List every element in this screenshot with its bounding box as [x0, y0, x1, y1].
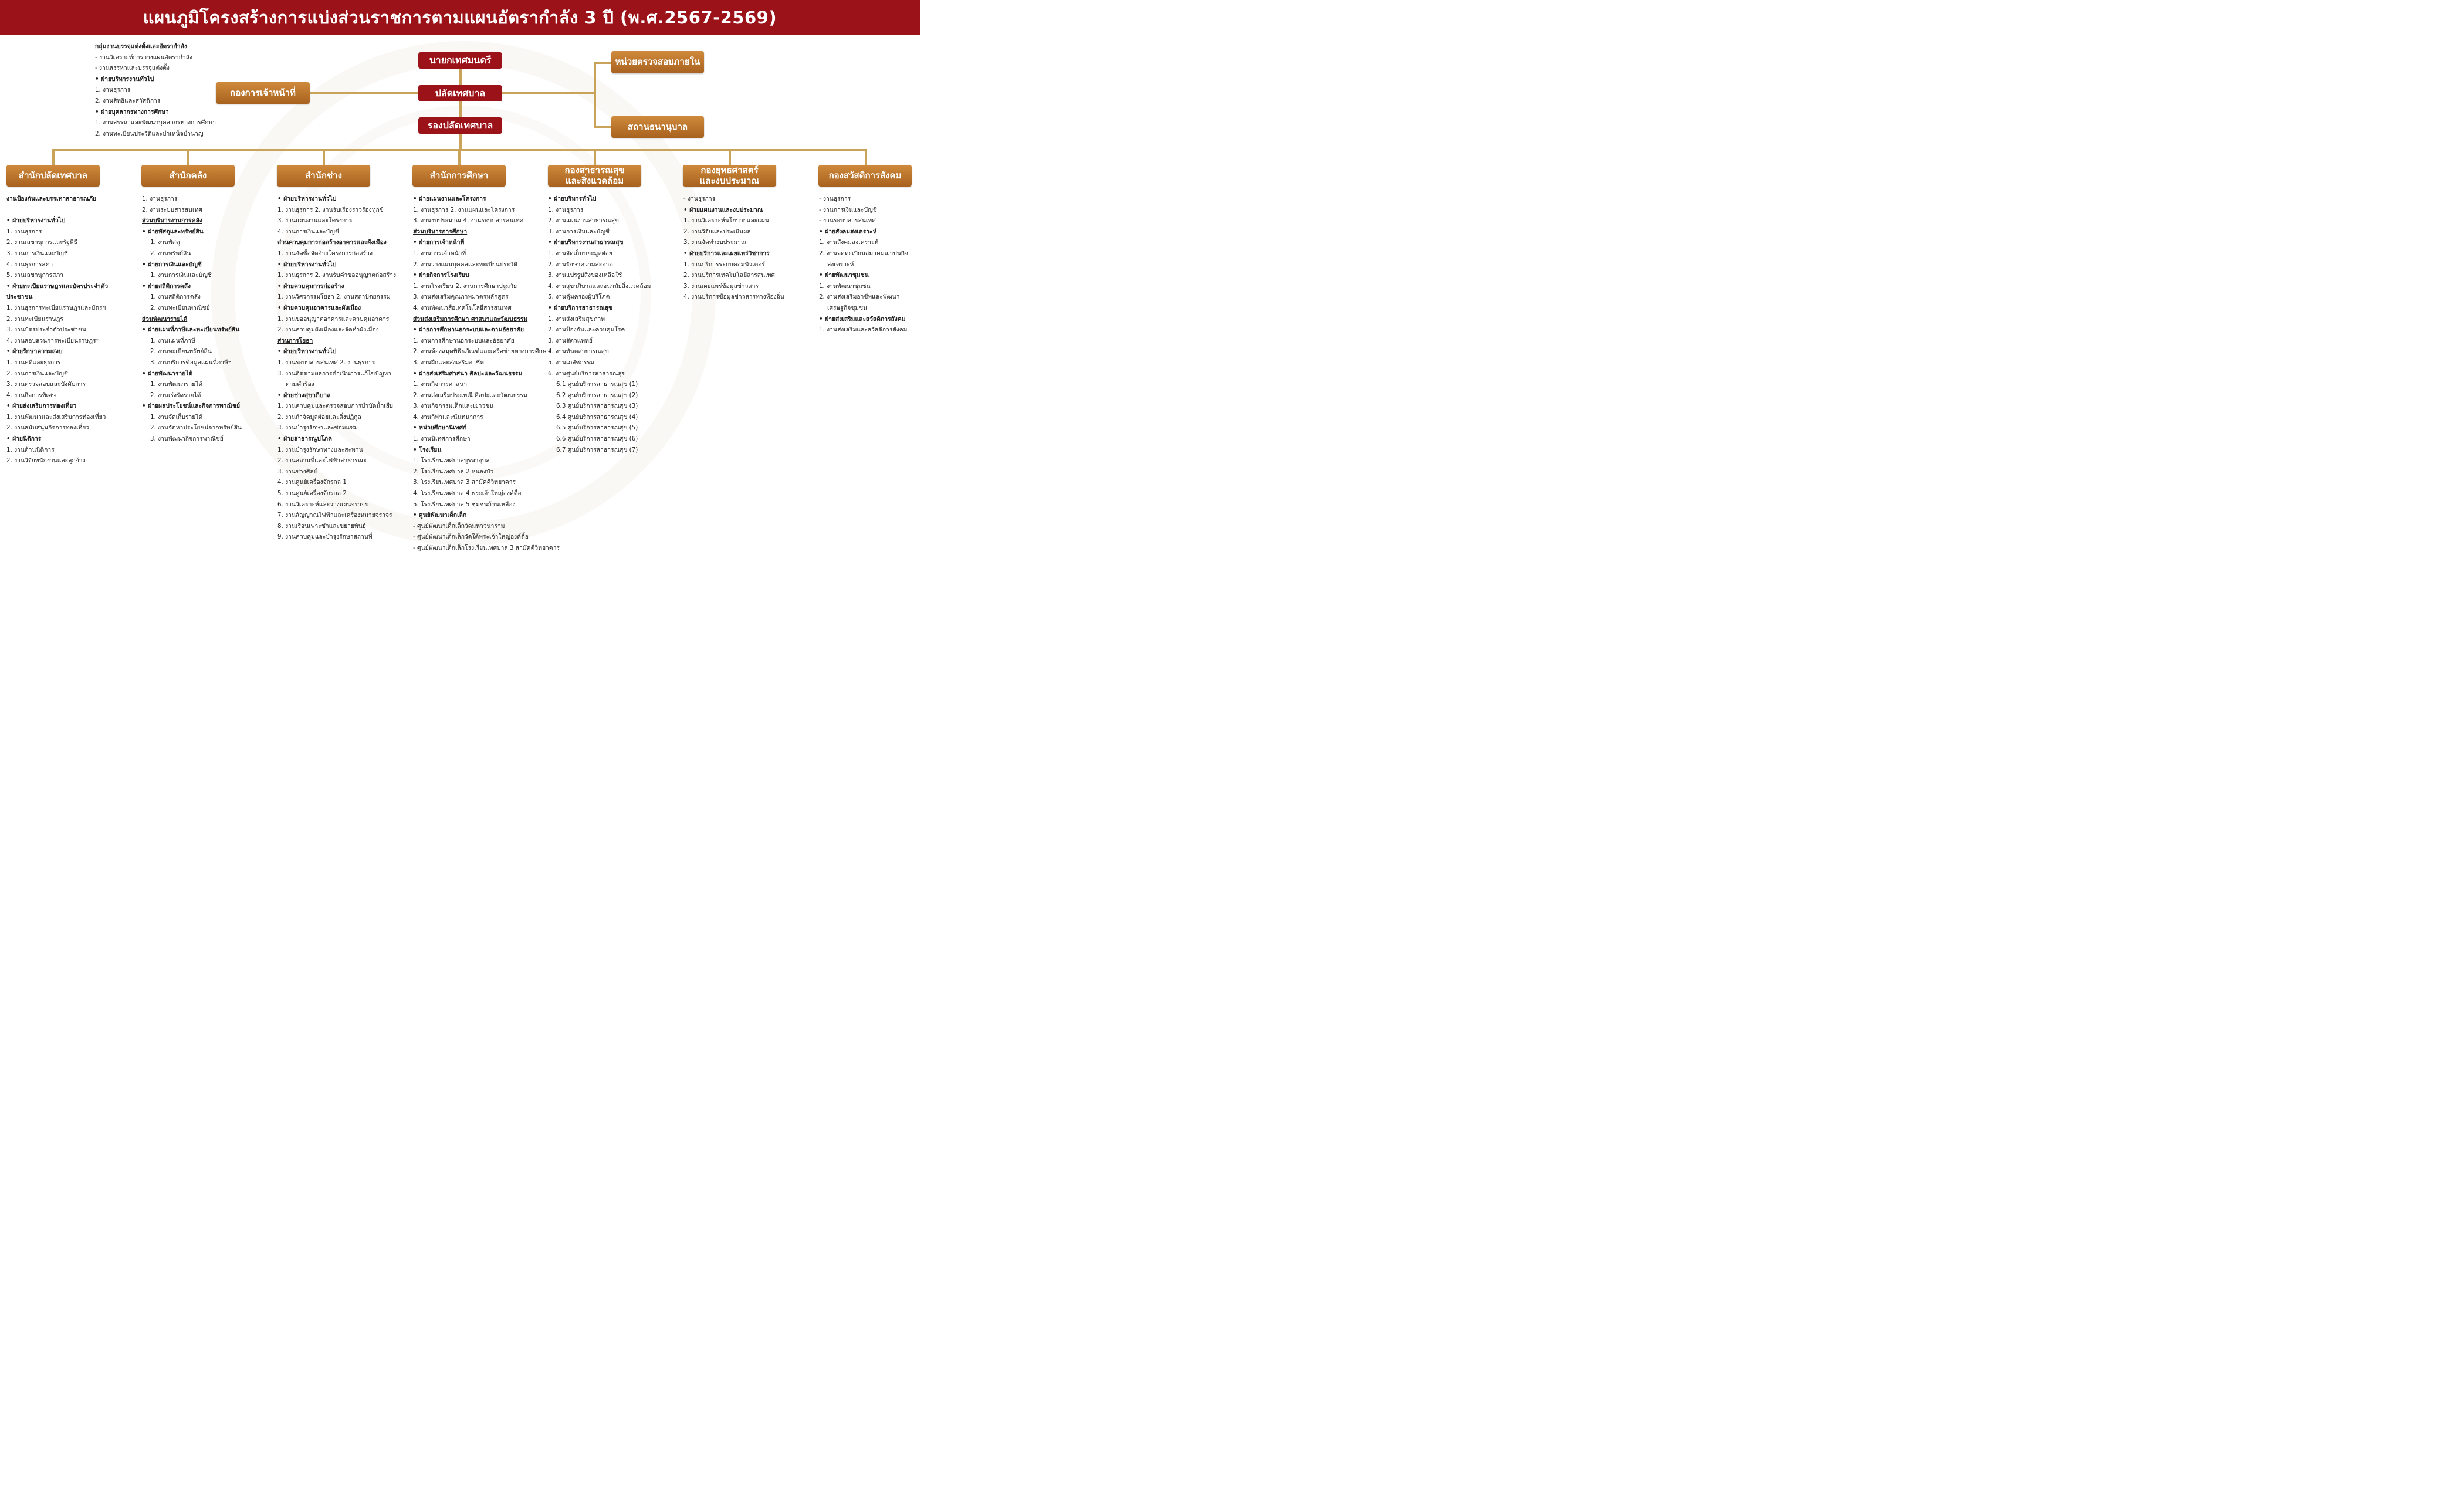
- division-label-7: กองสวัสดิการสังคม: [828, 170, 902, 181]
- list-item: 2. งานทะเบียนราษฎร: [6, 315, 63, 323]
- division-list-1: [6, 194, 108, 466]
- list-item: 1. งานด้านนิติการ: [6, 446, 55, 453]
- list-item: 2. งานห้องสมุดพิพิธภัณฑ์และเครือข่ายทางการศึกษา: [413, 348, 550, 356]
- page-title: แผนภูมิโครงสร้างการแบ่งส่วนราชการตามแผนอัตรากำลัง 3 ปี (พ.ศ.2567-2569): [143, 8, 777, 28]
- list-item: 1. งานธุรการทะเบียนราษฎรและบัตรฯ: [6, 304, 106, 312]
- list-item: 4. งานทันตสาธารณสุข: [548, 348, 609, 356]
- list-item: 6. งานวิเคราะห์และวางแผนจราจร: [277, 500, 368, 508]
- list-item: 4. งานศูนย์เครื่องจักรกล 1: [277, 479, 347, 486]
- unit-heading: • ฝ่ายบริหารงานสาธารณสุข: [548, 239, 624, 246]
- list-item: 3. งานการเงินและบัญชี: [548, 228, 610, 235]
- list-item: 4. งานกีฬาและนันทนาการ: [413, 413, 483, 421]
- list-item: 4. งานพัฒนาสื่อเทคโนโลยีสารสนเทศ: [413, 304, 512, 312]
- list-item: 1. งานพัสดุ: [150, 239, 180, 246]
- unit-heading: • โรงเรียน: [413, 446, 442, 453]
- deputy-clerk-box[interactable]: [418, 117, 502, 134]
- list-item: 1. งานบำรุงรักษาทางและสะพาน: [277, 446, 363, 453]
- list-item: 6. งานศูนย์บริการสาธารณสุข: [548, 370, 626, 377]
- list-item: 1. งานธุรการ 2. งานรับคำขออนุญาตก่อสร้าง: [277, 272, 396, 279]
- list-item: 3. งานเผยแพร่ข้อมูลข่าวสาร: [683, 282, 759, 290]
- unit-heading: • ฝ่ายสาธารณูปโภค: [277, 435, 332, 443]
- list-item: 3. งานการเงินและบัญชี: [6, 249, 68, 257]
- unit-heading: • ฝ่ายแผนงานและงบประมาณ: [683, 206, 763, 214]
- section-heading: ส่วนพัฒนารายได้: [142, 315, 188, 323]
- list-item: 2. งานส่งเสริมประเพณี ศิลปะและวัฒนธรรม: [413, 391, 527, 399]
- division-box-5[interactable]: [548, 165, 641, 187]
- list-item: 2. งานทะเบียนประวัติและบำเหน็จบำนาญ: [95, 130, 204, 137]
- list-item: 1. งานจัดซื้อจัดจ้างโครงการก่อสร้าง: [277, 249, 373, 257]
- list-item: 6.1 ศูนย์บริการสาธารณสุข (1): [556, 381, 638, 388]
- division-label-2: สำนักคลัง: [169, 170, 207, 181]
- list-item: - งานธุรการ: [819, 195, 851, 202]
- list-item: 1. งานกิจการศาสนา: [413, 381, 468, 388]
- list-item: 3. งานจัดทำงบประมาณ: [683, 239, 747, 246]
- division-list-6: [683, 194, 784, 303]
- list-item: - ศูนย์พัฒนาเด็กเล็กวัดใต้พระเจ้าใหญ่องค์ตื้อ: [413, 533, 529, 541]
- list-item: 2. งานสิทธิและสวัสดิการ: [95, 97, 161, 104]
- list-item: 2. งานวิจัยและประเมินผล: [683, 228, 751, 235]
- division-box-6[interactable]: [683, 165, 776, 187]
- list-item: 6.5 ศูนย์บริการสาธารณสุข (5): [556, 424, 638, 432]
- unit-heading: • ฝ่ายควบคุมอาคารและผังเมือง: [277, 304, 361, 312]
- unit-heading: • ฝ่ายบริหารงานทั่วไป: [277, 195, 337, 202]
- list-item: 4. งานสอบสวนการทะเบียนราษฎรฯ: [6, 337, 100, 344]
- list-item: 1. งานวิเคราะห์นโยบายและแผน: [683, 217, 769, 225]
- list-item: 2. งานกำจัดมูลฝอยและสิ่งปฏิกูล: [277, 413, 361, 421]
- list-item: 1. งานการเงินและบัญชี: [150, 272, 212, 279]
- list-item: 2. งานสนับสนุนกิจการท่องเที่ยว: [6, 424, 90, 432]
- unit-heading: • ฝ่ายบริหารทั่วไป: [548, 195, 597, 202]
- list-item: 1. งานแผนที่ภาษี: [150, 337, 195, 344]
- list-item: ตามคำร้อง: [286, 381, 314, 388]
- list-item: 2. งานจดทะเบียนสมาคมฌาปนกิจ: [819, 249, 909, 257]
- list-item: 2. งานควบคุมผังเมืองและจัดทำผังเมือง: [277, 326, 379, 334]
- unit-heading: • ฝ่ายผลประโยชน์และกิจการพาณิชย์: [142, 402, 240, 410]
- list-item: 3. งานติดตามผลการดำเนินการแก้ไขปัญหา: [277, 370, 392, 377]
- unit-heading: • ฝ่ายบริหารงานทั่วไป: [277, 260, 337, 268]
- unit-heading: • ฝ่ายบริการสาธารณสุข: [548, 304, 613, 312]
- deputy-clerk-label: รองปลัดเทศบาล: [427, 119, 493, 131]
- list-item: 6.3 ศูนย์บริการสาธารณสุข (3): [556, 402, 638, 410]
- unit-heading: • หน่วยศึกษานิเทศก์: [413, 424, 467, 432]
- list-item: 8. งานเรือนเพาะชำและขยายพันธุ์: [277, 522, 367, 530]
- list-item: 4. งานกิจการพิเศษ: [6, 391, 56, 399]
- mayor-box[interactable]: [418, 52, 502, 69]
- connector-right-trunk: [502, 92, 595, 94]
- unit-heading: • ฝ่ายสถิติการคลัง: [142, 282, 191, 290]
- list-item: 1. งานบริการระบบคอมพิวเตอร์: [683, 260, 766, 268]
- list-item: 3. งานบริการข้อมูลแผนที่ภาษีฯ: [150, 358, 232, 366]
- connector-audit: [594, 62, 611, 64]
- list-item: - งานธุรการ: [683, 195, 716, 202]
- unit-heading: • ฝ่ายบุคลากรทางการศึกษา: [95, 108, 169, 116]
- list-item: 1. งานพัฒนาชุมชน: [819, 282, 871, 290]
- unit-heading: • ฝ่ายรักษาความสงบ: [6, 348, 63, 356]
- connector-div-5: [594, 149, 596, 165]
- list-item: 3. โรงเรียนเทศบาล 3 สามัคคีวิทยาคาร: [413, 479, 516, 486]
- list-item: 1. งานส่งเสริมสุขภาพ: [548, 315, 605, 323]
- list-item: 4. งานการเงินและบัญชี: [277, 228, 339, 235]
- list-item: 1. งานธุรการ 2. งานรับเรื่องราวร้องทุกข์: [277, 206, 384, 214]
- section-heading: ส่วนส่งเสริมการศึกษา ศาสนาและวัฒนธรรม: [413, 315, 528, 323]
- unit-heading: • ฝ่ายบริหารงานทั่วไป: [6, 217, 66, 225]
- internal-audit-box[interactable]: [611, 51, 704, 73]
- list-item: 2. งานป้องกันและควบคุมโรค: [548, 326, 625, 334]
- unit-heading: ประชาชน: [6, 293, 33, 301]
- list-item: 3. งานสัตวแพทย์: [548, 337, 593, 344]
- list-item: 1. งานธุรการ: [142, 195, 178, 202]
- internal-audit-label: หน่วยตรวจสอบภายใน: [615, 56, 700, 67]
- list-item: 5. งานเลขานุการสภา: [6, 272, 64, 279]
- list-item: 1. งานการเจ้าหน้าที่: [413, 249, 466, 257]
- list-item: 5. งานศูนย์เครื่องจักรกล 2: [277, 490, 347, 497]
- list-item: 1. โรงเรียนเทศบาลบูรพาอุบล: [413, 457, 490, 465]
- list-item: 2. งานส่งเสริมอาชีพและพัฒนา: [819, 293, 900, 301]
- list-item: 3. งานฝึกและส่งเสริมอาชีพ: [413, 358, 484, 366]
- list-item: 3. งานบำรุงรักษาและซ่อมแซม: [277, 424, 358, 432]
- list-item: 3. งานตรวจสอบและบังคับการ: [6, 381, 86, 388]
- list-item: 2. งานทะเบียนพาณิชย์: [150, 304, 210, 312]
- list-item: 1. งานส่งเสริมและสวัสดิการสังคม: [819, 326, 908, 334]
- division-box-7[interactable]: [818, 165, 912, 187]
- list-item: - ศูนย์พัฒนาเด็กเล็กวัดมหาวนาราม: [413, 522, 505, 530]
- clerk-box[interactable]: [418, 85, 502, 101]
- list-item: 1. งานนิเทศการศึกษา: [413, 435, 471, 443]
- list-item: 2. งานการเงินและบัญชี: [6, 370, 68, 377]
- division-box-1[interactable]: [6, 165, 100, 187]
- unit-heading: • ฝ่ายพัฒนาชุมชน: [819, 272, 869, 279]
- section-heading: ส่วนการโยธา: [277, 337, 313, 344]
- list-item: 3. งานแผนงานและโครงการ: [277, 217, 353, 225]
- section-heading: ส่วนควบคุมการก่อสร้างอาคารและผังเมือง: [277, 239, 387, 246]
- list-item: 3. งานแปรรูปสิ่งของเหลือใช้: [548, 272, 622, 279]
- title-bar: [0, 0, 920, 35]
- list-item: 2. งานสถานที่และไฟฟ้าสาธารณะ: [277, 457, 367, 465]
- section-heading: ส่วนบริหารการศึกษา: [413, 228, 468, 235]
- unit-heading: • ฝ่ายส่งเสริมศาสนา ศิลปะและวัฒนธรรม: [413, 370, 523, 377]
- list-item: 3. งานช่างศิลป์: [277, 468, 318, 475]
- pawnshop-label: สถานธนานุบาล: [627, 121, 688, 132]
- division-label-5: กองสาธารณสุข และสิ่งแวดล้อม: [564, 165, 625, 186]
- unit-heading: • ฝ่ายการเงินและบัญชี: [142, 260, 202, 268]
- connector-personnel: [310, 92, 419, 94]
- list-item: 1. งานขออนุญาตอาคารและควบคุมอาคาร: [277, 315, 390, 323]
- list-item: 2. งานแผนงานสาธารณสุข: [548, 217, 620, 225]
- list-item: 3. งานงบประมาณ 4. งานระบบสารสนเทศ: [413, 217, 524, 225]
- list-item: 3. งานพัฒนากิจการพาณิชย์: [150, 435, 224, 443]
- division-label-4: สำนักการศึกษา: [429, 170, 489, 181]
- section-heading: กลุ่มงานบรรจุแต่งตั้งและอัตรากำลัง: [95, 43, 187, 50]
- unit-heading: • ฝ่ายสังคมสงเคราะห์: [819, 228, 877, 235]
- list-item: 6.4 ศูนย์บริการสาธารณสุข (4): [556, 413, 638, 421]
- list-item: 1. งานสรรหาและพัฒนาบุคลากรทางการศึกษา: [95, 119, 216, 127]
- list-item: - งานระบบสารสนเทศ: [819, 217, 876, 225]
- list-item: 2. งานเลขานุการและรัฐพิธี: [6, 239, 77, 246]
- pawnshop-box[interactable]: [611, 116, 704, 138]
- connector-right-vertical: [594, 62, 596, 127]
- list-item: เศรษฐกิจชุมชน: [827, 304, 868, 312]
- list-item: 2. งานรักษาความสะอาด: [548, 260, 613, 268]
- connector-div-7: [865, 149, 867, 165]
- list-item: 2. งานทะเบียนทรัพย์สิน: [150, 348, 212, 356]
- list-item: 1. งานพัฒนาและส่งเสริมการท่องเที่ยว: [6, 413, 106, 421]
- list-item: 6.2 ศูนย์บริการสาธารณสุข (2): [556, 391, 638, 399]
- list-item: 4. โรงเรียนเทศบาล 4 พระเจ้าใหญ่องค์ตื้อ: [413, 490, 522, 497]
- unit-heading: • ฝ่ายส่งเสริมและสวัสดิการสังคม: [819, 315, 906, 323]
- list-item: 5. งานคุ้มครองผู้บริโภค: [548, 293, 610, 301]
- list-item: 1. งานระบบสารสนเทศ 2. งานธุรการ: [277, 358, 375, 366]
- list-item: - ศูนย์พัฒนาเด็กเล็กโรงเรียนเทศบาล 3 สามัคคีวิทยาคาร: [413, 544, 560, 551]
- list-item: - งานการเงินและบัญชี: [819, 206, 877, 214]
- division-label-1: สำนักปลัดเทศบาล: [18, 170, 88, 181]
- division-box-4[interactable]: [412, 165, 506, 187]
- personnel-division-label: กองการเจ้าหน้าที่: [230, 87, 296, 98]
- connector-div-1: [52, 149, 55, 165]
- list-item: 1. งานจัดเก็บขยะมูลฝอย: [548, 249, 612, 257]
- unit-heading: • ฝ่ายพัฒนารายได้: [142, 370, 193, 377]
- unit-heading: • ฝ่ายบริหารงานทั่วไป: [277, 348, 337, 356]
- list-item: 1. งานวิศวกรรมโยธา 2. งานสถาปัตยกรรม: [277, 293, 391, 301]
- mayor-label: นายกเทศมนตรี: [429, 54, 492, 66]
- list-item: 1. งานคดีและธุรการ: [6, 358, 61, 366]
- clerk-label: ปลัดเทศบาล: [435, 87, 486, 99]
- list-item: 2. งานทรัพย์สิน: [150, 249, 191, 257]
- unit-heading: • ฝ่ายบริการและเผยแพร่วิชาการ: [683, 249, 770, 257]
- list-item: 4. งานสุขาภิบาลและอนามัยสิ่งแวดล้อม: [548, 282, 651, 290]
- division-list-3: [277, 194, 396, 543]
- list-item: 1. งานสังคมสงเคราะห์: [819, 239, 879, 246]
- list-item: 2. งานระบบสารสนเทศ: [142, 206, 202, 214]
- connector-pawnshop: [594, 126, 611, 128]
- list-item: 6.6 ศูนย์บริการสาธารณสุข (6): [556, 435, 638, 443]
- connector-div-3: [323, 149, 325, 165]
- list-item: 4. งานบริการข้อมูลข่าวสารทางท้องถิ่น: [683, 293, 784, 301]
- personnel-notes-list: [95, 41, 216, 139]
- unit-heading: • ฝ่ายแผนงานและโครงการ: [413, 195, 486, 202]
- unit-heading: • ฝ่ายส่งเสริมการท่องเที่ยว: [6, 402, 77, 410]
- section-heading: ส่วนบริหารงานการคลัง: [142, 217, 202, 225]
- unit-heading: • ฝ่ายการศึกษานอกระบบและตามอัธยาศัย: [413, 326, 524, 334]
- connector-div-2: [187, 149, 189, 165]
- list-item: 9. งานควบคุมและบำรุงรักษาสถานที่: [277, 533, 373, 541]
- list-item: 4. งานธุรการสภา: [6, 260, 53, 268]
- unit-heading: • ฝ่ายแผนที่ภาษีและทะเบียนทรัพย์สิน: [142, 326, 240, 334]
- list-item: [6, 205, 108, 216]
- connector-div-6: [729, 149, 731, 165]
- list-item: 3. งานบัตรประจำตัวประชาชน: [6, 326, 86, 334]
- list-item: 2. งานจัดหาประโยชน์จากทรัพย์สิน: [150, 424, 242, 432]
- unit-heading: งานป้องกันและบรรเทาสาธารณภัย: [6, 195, 97, 202]
- list-item: 1. งานสถิติการคลัง: [150, 293, 201, 301]
- list-item: 5. งานเภสัชกรรม: [548, 358, 594, 366]
- list-item: - งานสรรหาและบรรจุแต่งตั้ง: [95, 65, 170, 72]
- unit-heading: • ฝ่ายช่างสุขาภิบาล: [277, 391, 331, 399]
- division-list-7: [819, 194, 908, 336]
- list-item: 2. โรงเรียนเทศบาล 2 หนองบัว: [413, 468, 494, 475]
- list-item: 1. งานพัฒนารายได้: [150, 381, 203, 388]
- division-list-2: [142, 194, 242, 445]
- list-item: 3. งานกิจกรรมเด็กและเยาวชน: [413, 402, 494, 410]
- unit-heading: • ฝ่ายนิติการ: [6, 435, 42, 443]
- list-item: 1. งานธุรการ: [6, 228, 42, 235]
- list-item: 2. งานวิจัยพนักงานและลูกจ้าง: [6, 457, 86, 465]
- list-item: สงเคราะห์: [827, 260, 854, 268]
- division-label-6: กองยุทธศาสตร์ และงบประมาณ: [699, 165, 760, 186]
- list-item: 1. งานธุรการ 2. งานแผนและโครงการ: [413, 206, 515, 214]
- list-item: - งานวิเคราะห์การวางแผนอัตรากำลัง: [95, 53, 193, 61]
- list-item: 2. งานวางแผนบุคคลและทะเบียนประวัติ: [413, 260, 517, 268]
- division-label-3: สำนักช่าง: [305, 170, 342, 181]
- connector-main-vertical: [459, 69, 462, 151]
- list-item: 2. งานเร่งรัดรายได้: [150, 391, 201, 399]
- list-item: 1. งานการศึกษานอกระบบและอัธยาศัย: [413, 337, 515, 344]
- unit-heading: • ศูนย์พัฒนาเด็กเล็ก: [413, 512, 467, 519]
- unit-heading: • ฝ่ายกิจการโรงเรียน: [413, 272, 470, 279]
- division-box-3[interactable]: [277, 165, 370, 187]
- list-item: 3. งานส่งเสริมคุณภาพมาตรหลักสูตร: [413, 293, 509, 301]
- unit-heading: • ฝ่ายการเจ้าหน้าที่: [413, 239, 465, 246]
- division-box-2[interactable]: [141, 165, 235, 187]
- list-item: 1. งานจัดเก็บรายได้: [150, 413, 203, 421]
- unit-heading: • ฝ่ายควบคุมการก่อสร้าง: [277, 282, 344, 290]
- personnel-division-box[interactable]: [216, 82, 310, 104]
- list-item: 5. โรงเรียนเทศบาล 5 ชุมชนก้านเหลือง: [413, 500, 516, 508]
- connector-div-4: [458, 149, 461, 165]
- unit-heading: • ฝ่ายบริหารงานทั่วไป: [95, 75, 154, 83]
- unit-heading: • ฝ่ายทะเบียนราษฎรและบัตรประจำตัว: [6, 282, 109, 290]
- list-item: 1. งานธุรการ: [95, 86, 131, 94]
- division-list-5: [548, 194, 651, 455]
- list-item: 1. งานควบคุมและตรวจสอบการบำบัดน้ำเสีย: [277, 402, 394, 410]
- list-item: 6.7 ศูนย์บริการสาธารณสุข (7): [556, 446, 638, 453]
- list-item: 2. งานบริการเทคโนโลยีสารสนเทศ: [683, 272, 775, 279]
- division-list-4: [413, 194, 560, 554]
- list-item: 1. งานธุรการ: [548, 206, 584, 214]
- unit-heading: • ฝ่ายพัสดุและทรัพย์สิน: [142, 228, 204, 235]
- list-item: 7. งานสัญญาณไฟฟ้าและเครื่องหมายจราจร: [277, 512, 392, 519]
- list-item: 1. งานโรงเรียน 2. งานการศึกษาปฐมวัย: [413, 282, 517, 290]
